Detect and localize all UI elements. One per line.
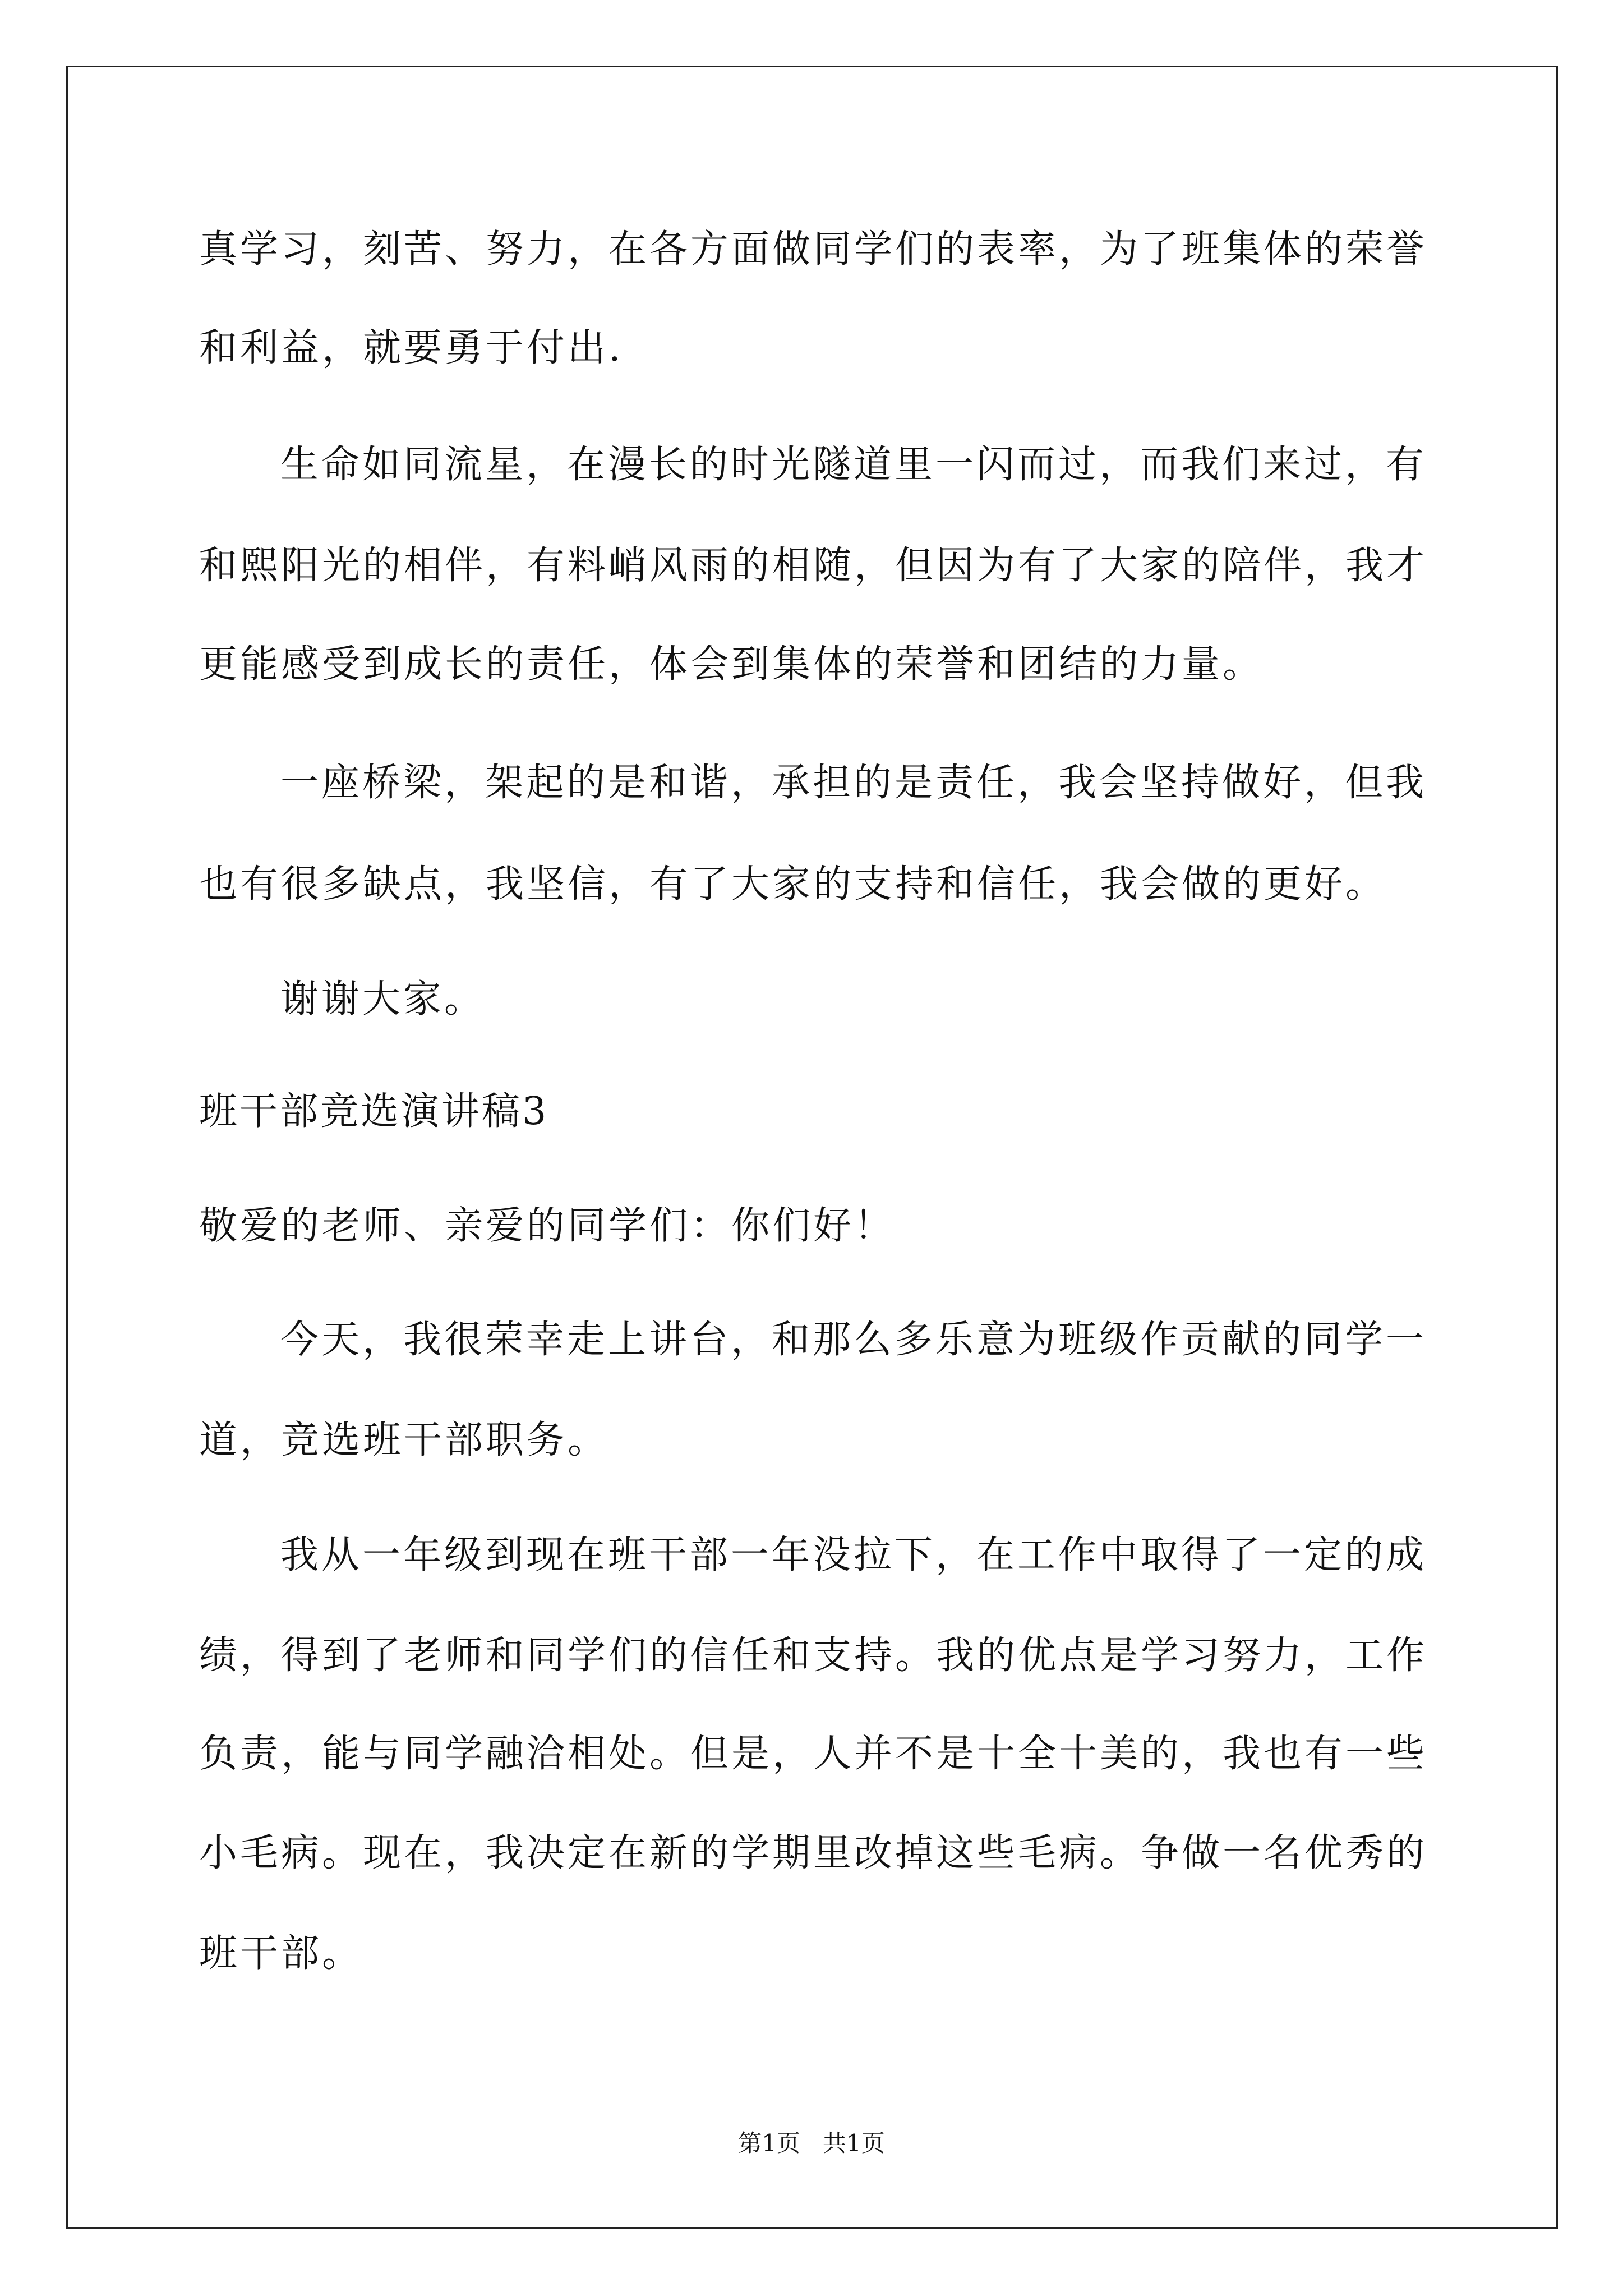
section-heading: 班干部竞选演讲稿3 — [199, 1089, 549, 1134]
text-line: 谢谢大家。 — [280, 977, 486, 1022]
text-line: 负责，能与同学融洽相处。但是，人并不是十全十美的，我也有一些 — [199, 1732, 1428, 1776]
text-line: 今天，我很荣幸走上讲台，和那么多乐意为班级作贡献的同学一 — [280, 1318, 1427, 1362]
text-line: 更能感受到成长的责任，体会到集体的荣誉和团结的力量。 — [199, 642, 1264, 687]
text-line: 班干部。 — [199, 1931, 363, 1976]
text-line: 小毛病。现在，我决定在新的学期里改掉这些毛病。争做一名优秀的 — [199, 1831, 1428, 1875]
text-line: 生命如同流星，在漫长的时光隧道里一闪而过，而我们来过，有 — [280, 443, 1427, 487]
text-line: 真学习，刻苦、努力，在各方面做同学们的表率，为了班集体的荣誉 — [199, 227, 1428, 272]
text-line: 和熙阳光的相伴，有料峭风雨的相随，但因为有了大家的陪伴，我才 — [199, 544, 1428, 588]
text-line: 一座桥梁，架起的是和谐，承担的是责任，我会坚持做好，但我 — [280, 761, 1427, 805]
page-border — [66, 66, 1558, 2229]
salutation: 敬爱的老师、亲爱的同学们：你们好！ — [199, 1204, 896, 1248]
text-line: 和利益，就要勇于付出. — [199, 326, 624, 370]
text-line: 我从一年级到现在班干部一年没拉下，在工作中取得了一定的成 — [280, 1533, 1427, 1577]
text-line: 也有很多缺点，我坚信，有了大家的支持和信任，我会做的更好。 — [199, 862, 1387, 907]
page-number-footer: 第1页 共1页 — [738, 2129, 885, 2157]
text-line: 绩，得到了老师和同学们的信任和支持。我的优点是学习努力，工作 — [199, 1634, 1428, 1678]
text-line: 道，竞选班干部职务。 — [199, 1418, 609, 1462]
